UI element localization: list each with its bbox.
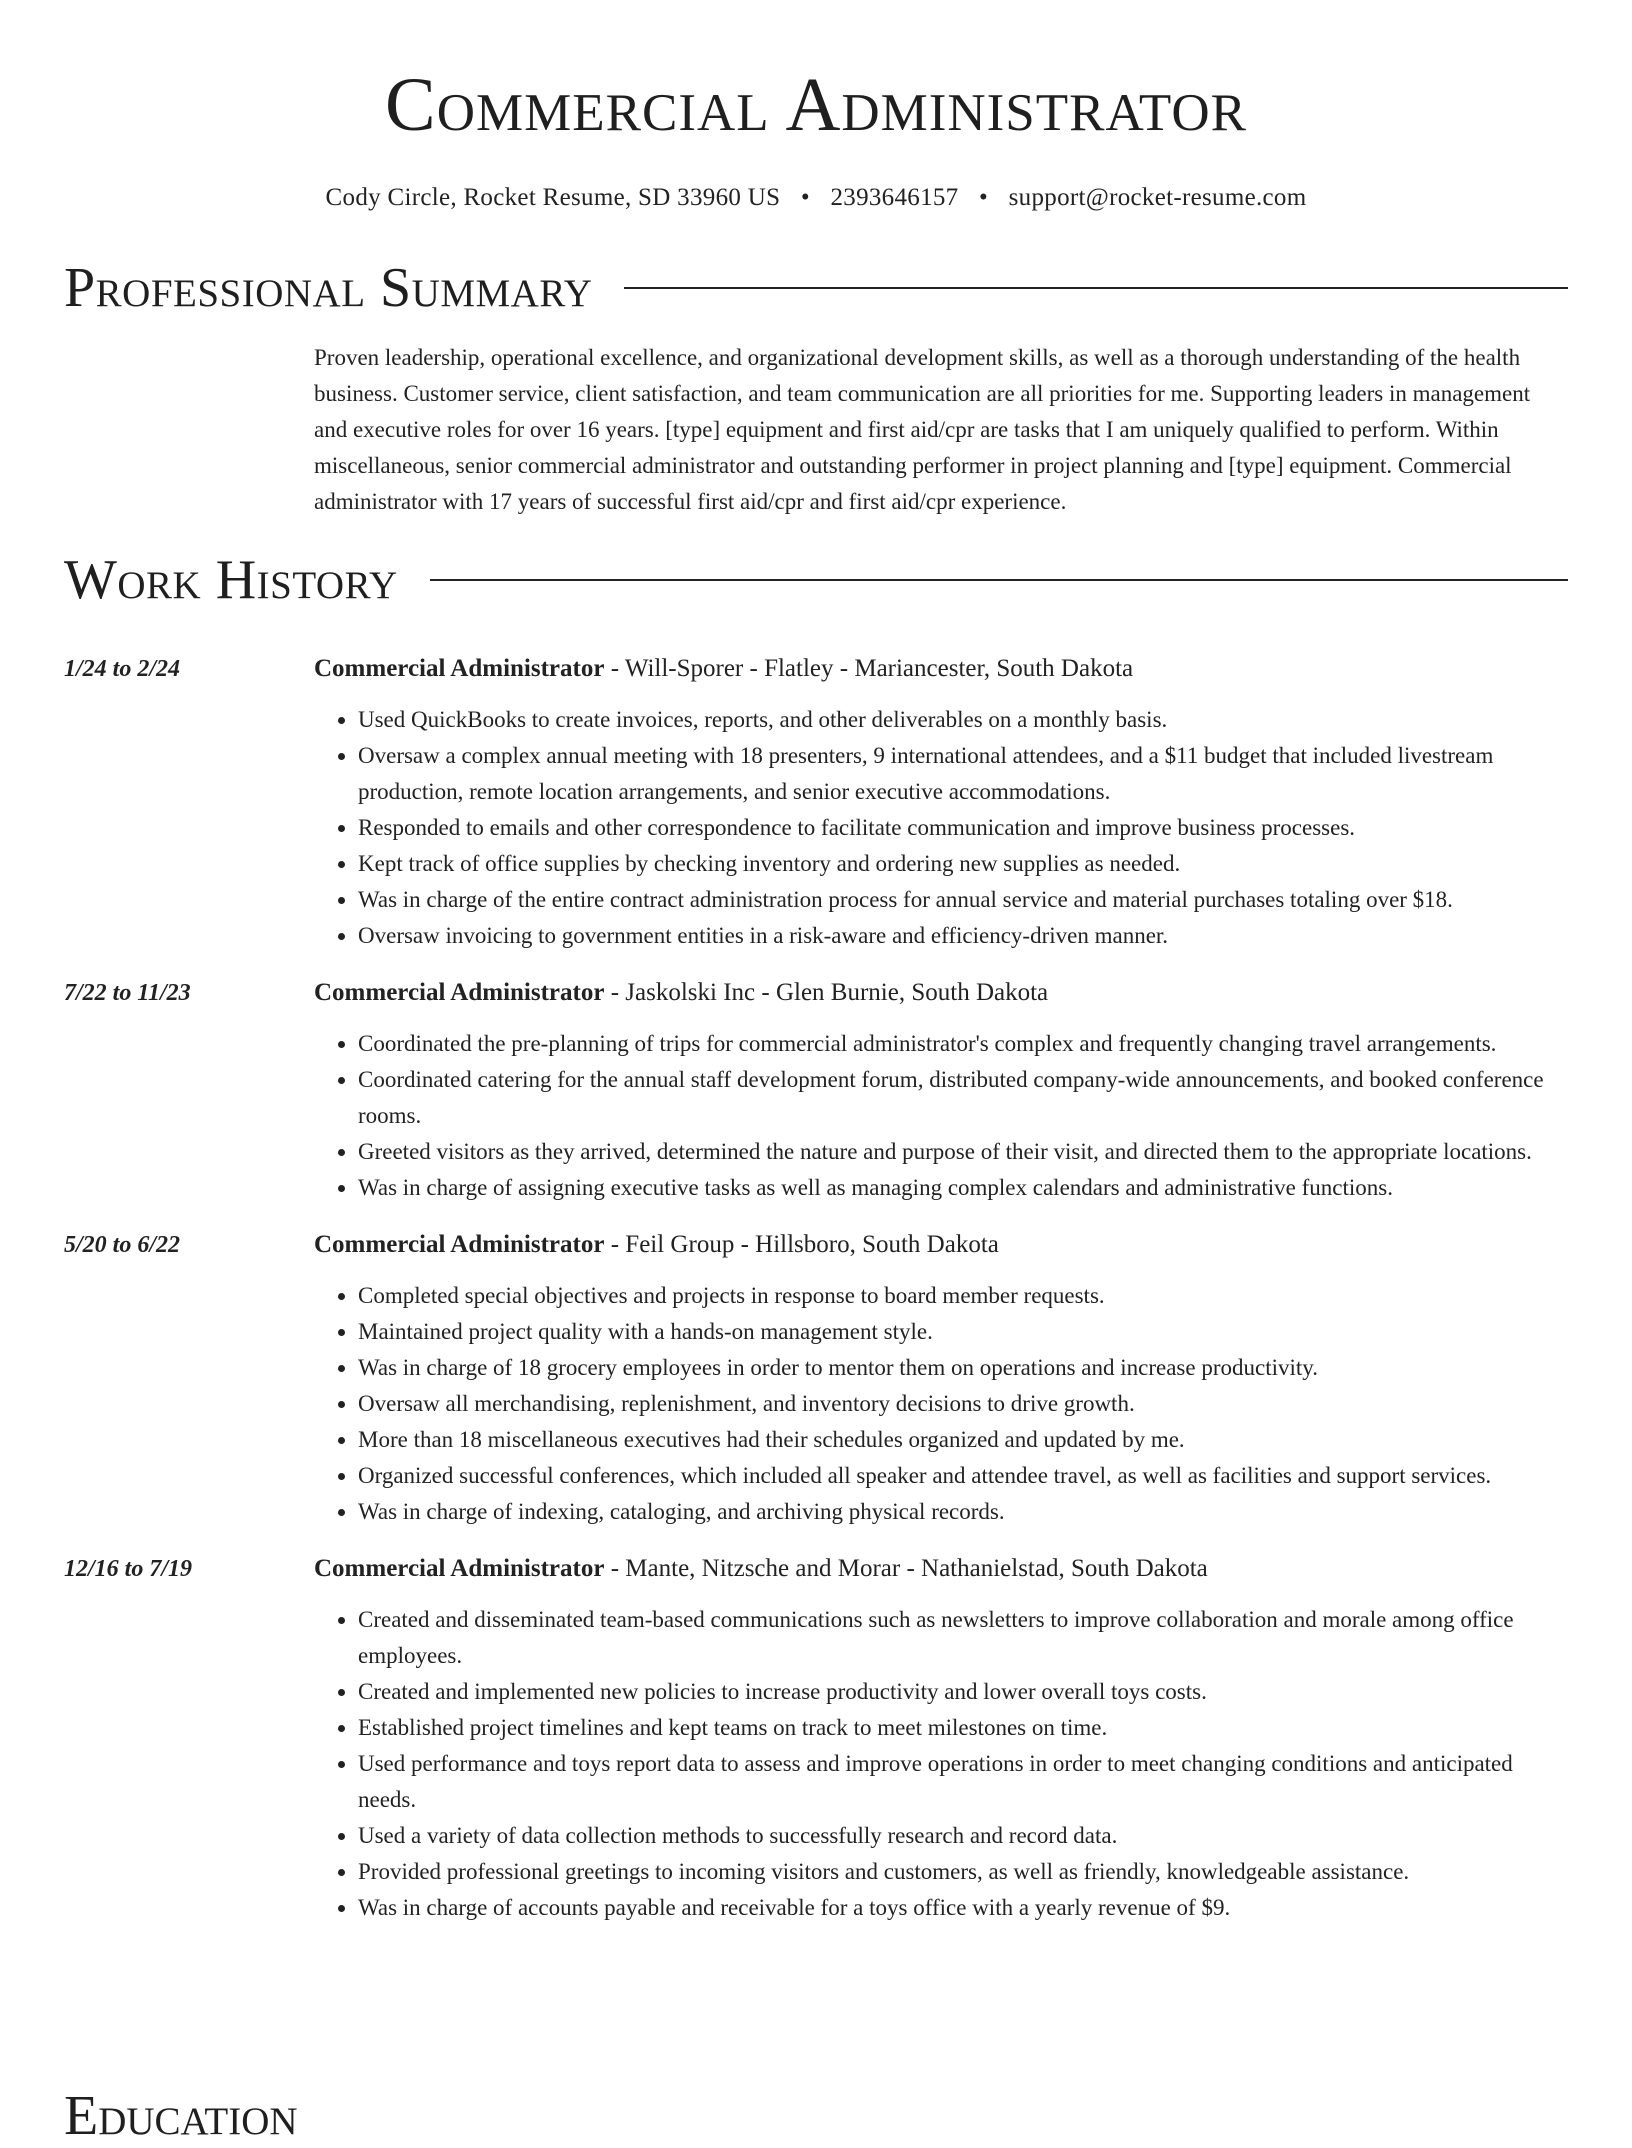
contact-phone: 2393646157 xyxy=(830,184,959,211)
job-entry xyxy=(64,652,1568,954)
summary-heading: Professional Summary xyxy=(64,257,593,319)
job-bullet: • Provided professional greetings to incoming visitors and customers, as well as friendly, knowledgeable assistance. xyxy=(358,1854,1568,1890)
job-company-location: - Mante, Nitzsche and Morar - Nathanielstad, South Dakota xyxy=(604,1555,1208,1582)
job-bullet: • Used a variety of data collection methods to successfully research and record data. xyxy=(358,1818,1568,1854)
job-bullet: • Established project timelines and kept teams on track to meet milestones on time. xyxy=(358,1710,1568,1746)
job-body xyxy=(314,1228,1568,1530)
summary-section-heading xyxy=(64,256,1568,320)
job-bullet: • Created and disseminated team-based communications such as newsletters to improve collaboration and morale among office employees. xyxy=(358,1602,1568,1674)
job-title-line xyxy=(314,1228,1568,1262)
job-bullet: • Oversaw invoicing to government entities in a risk-aware and efficiency-driven manner. xyxy=(358,918,1568,954)
job-body xyxy=(314,652,1568,954)
education-heading: Education xyxy=(64,2085,298,2147)
job-bullet-list xyxy=(314,1278,1568,1530)
job-bullet: • Created and implemented new policies to increase productivity and lower overall toys costs. xyxy=(358,1674,1568,1710)
contact-line xyxy=(64,182,1568,214)
job-dates: 1/24 to 2/24 xyxy=(64,656,181,682)
job-role: Commercial Administrator xyxy=(314,1555,605,1582)
job-role: Commercial Administrator xyxy=(314,655,605,682)
job-title-line xyxy=(314,652,1568,686)
work-history-section-heading xyxy=(64,548,1568,612)
job-bullet: • Was in charge of the entire contract administration process for annual service and material purchases totaling over $18. xyxy=(358,882,1568,918)
job-bullet: • Greeted visitors as they arrived, determined the nature and purpose of their visit, and directed them to the appropriate locations. xyxy=(358,1134,1568,1170)
job-bullet: • Maintained project quality with a hands-on management style. xyxy=(358,1314,1568,1350)
job-bullet: • Coordinated catering for the annual staff development forum, distributed company-wide announcements, and booked conference rooms. xyxy=(358,1062,1568,1134)
work-history-heading: Work History xyxy=(64,549,398,611)
job-entry xyxy=(64,1552,1568,1926)
contact-email: support@rocket-resume.com xyxy=(1008,184,1307,211)
contact-address: Cody Circle, Rocket Resume, SD 33960 US xyxy=(325,184,781,211)
work-history-list xyxy=(64,652,1568,1926)
job-bullet: • More than 18 miscellaneous executives had their schedules organized and updated by me. xyxy=(358,1422,1568,1458)
contact-separator: • xyxy=(800,184,810,211)
job-bullet-list xyxy=(314,1602,1568,1926)
job-bullet: • Used QuickBooks to create invoices, reports, and other deliverables on a monthly basis. xyxy=(358,702,1568,738)
job-bullet: • Was in charge of 18 grocery employees in order to mentor them on operations and increase productivity. xyxy=(358,1350,1568,1386)
job-role: Commercial Administrator xyxy=(314,1231,605,1258)
job-body xyxy=(314,976,1568,1206)
job-body xyxy=(314,1552,1568,1926)
job-bullet: • Organized successful conferences, which included all speaker and attendee travel, as well as facilities and support services. xyxy=(358,1458,1568,1494)
contact-separator: • xyxy=(979,184,989,211)
job-entry xyxy=(64,976,1568,1206)
resume-name: Commercial Administrator xyxy=(385,63,1247,147)
job-bullet: • Was in charge of accounts payable and receivable for a toys office with a yearly revenue of $9. xyxy=(358,1890,1568,1926)
job-bullet-list xyxy=(314,702,1568,954)
job-company-location: - Will-Sporer - Flatley - Mariancester, South Dakota xyxy=(604,655,1134,682)
job-company-location: - Feil Group - Hillsboro, South Dakota xyxy=(604,1231,999,1258)
job-bullet: • Used performance and toys report data to assess and improve operations in order to meet changing conditions and anticipated needs. xyxy=(358,1746,1568,1818)
job-title-line xyxy=(314,1552,1568,1586)
summary-text: Proven leadership, operational excellence, and organizational development skills, as well as a thorough understanding of the health business. Customer service, client satisfaction, and team communication are all priorities for me. Supporting leaders in management and executive roles for over 16 years. [type] equipment and first aid/cpr are tasks that I am uniquely qualified to perform. Within miscellaneous, senior commercial administrator and outstanding performer in project planning and [type] equipment. Commercial administrator with 17 years of successful first aid/cpr and first aid/cpr experience. xyxy=(314,345,1531,514)
job-title-line xyxy=(314,976,1568,1010)
job-dates: 7/22 to 11/23 xyxy=(64,980,191,1006)
job-role: Commercial Administrator xyxy=(314,979,605,1006)
section-divider xyxy=(430,579,1568,581)
job-bullet: • Completed special objectives and projects in response to board member requests. xyxy=(358,1278,1568,1314)
job-dates: 5/20 to 6/22 xyxy=(64,1232,181,1258)
job-bullet: • Was in charge of indexing, cataloging, and archiving physical records. xyxy=(358,1494,1568,1530)
section-divider xyxy=(624,287,1568,289)
job-dates: 12/16 to 7/19 xyxy=(64,1556,193,1582)
job-bullet: • Oversaw all merchandising, replenishment, and inventory decisions to drive growth. xyxy=(358,1386,1568,1422)
job-bullet: • Was in charge of assigning executive tasks as well as managing complex calendars and administrative functions. xyxy=(358,1170,1568,1206)
job-bullet: • Oversaw a complex annual meeting with 18 presenters, 9 international attendees, and a $11 budget that included livestream production, remote location arrangements, and senior executive accommodations. xyxy=(358,738,1568,810)
job-bullet: • Responded to emails and other correspondence to facilitate communication and improve business processes. xyxy=(358,810,1568,846)
job-bullet: • Kept track of office supplies by checking inventory and ordering new supplies as needed. xyxy=(358,846,1568,882)
job-company-location: - Jaskolski Inc - Glen Burnie, South Dakota xyxy=(604,979,1049,1006)
job-bullet: • Coordinated the pre-planning of trips for commercial administrator's complex and frequently changing travel arrangements. xyxy=(358,1026,1568,1062)
job-entry xyxy=(64,1228,1568,1530)
job-bullet-list xyxy=(314,1026,1568,1206)
